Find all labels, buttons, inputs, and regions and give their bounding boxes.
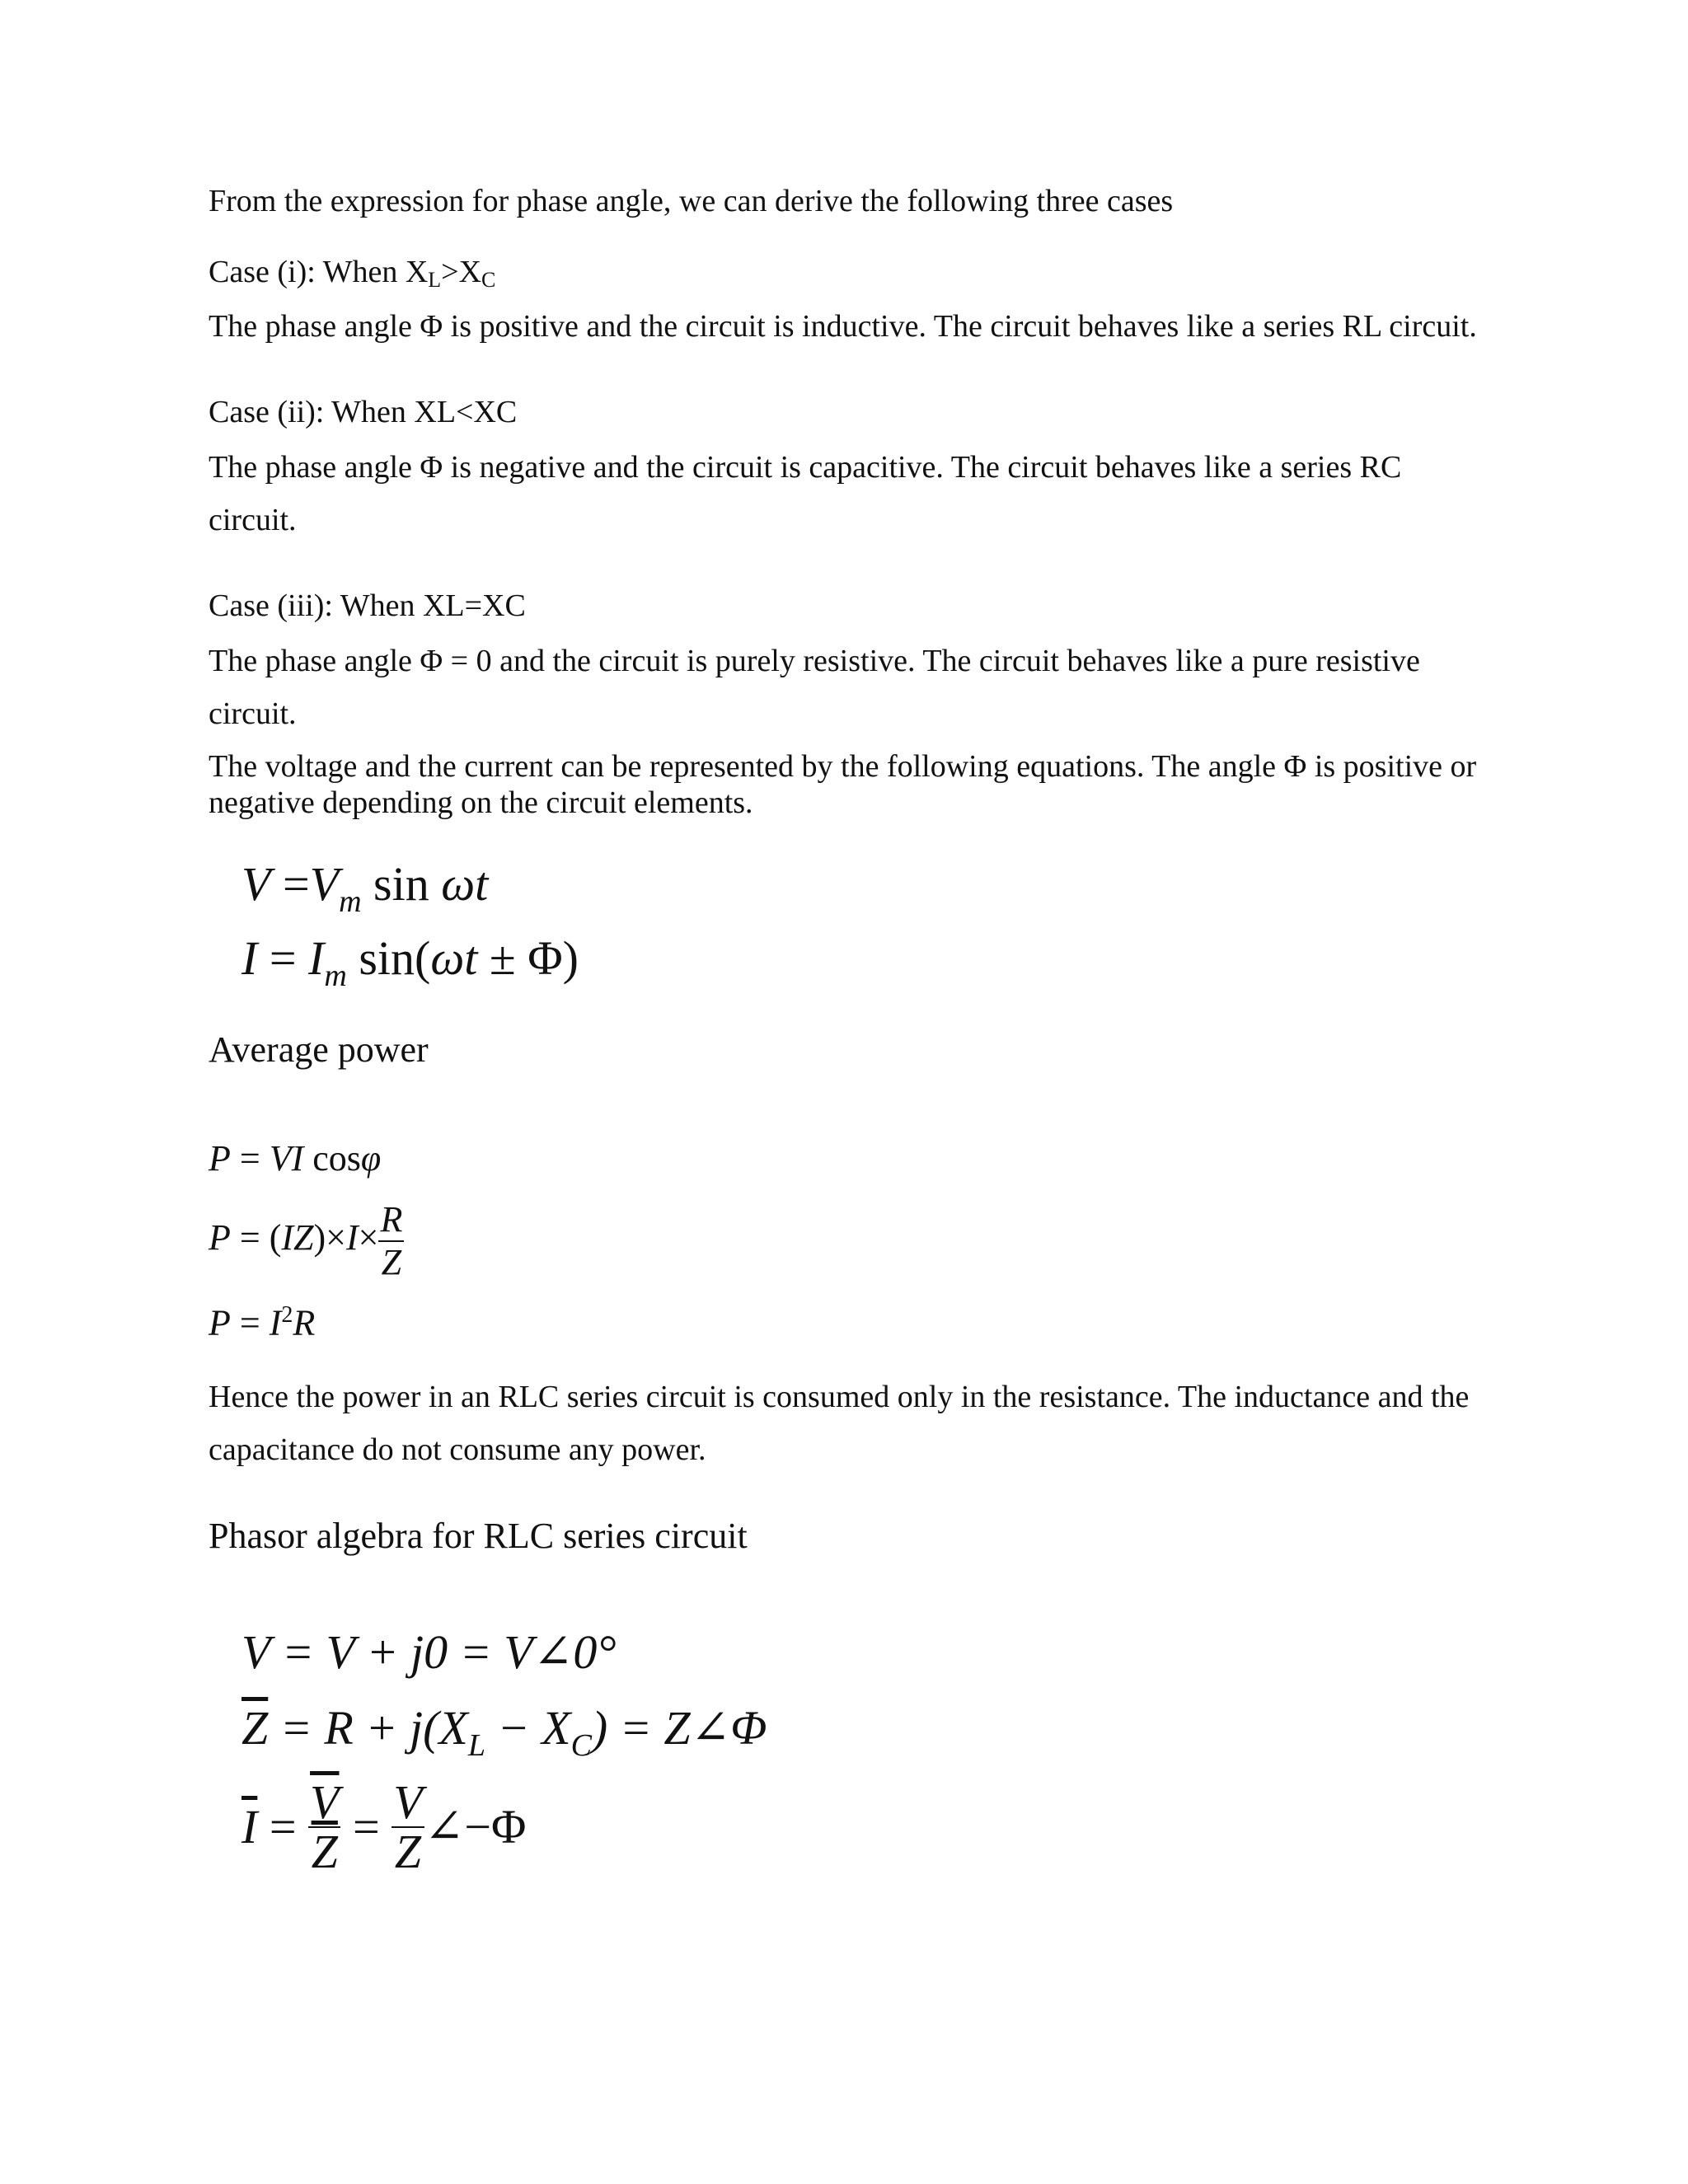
e2-sub-l: L [467, 1728, 485, 1763]
e2-rhs-c: ) = Z∠Φ [591, 1701, 767, 1755]
p3-lhs: P [209, 1302, 231, 1343]
e3-equals-2: = [340, 1800, 392, 1854]
p2-i: I [345, 1217, 359, 1258]
p1-lhs: P [209, 1138, 231, 1179]
p1-equals: = [239, 1138, 270, 1179]
p2-fraction [378, 1199, 404, 1283]
eq-i-rhs-arg: ωt [430, 931, 478, 985]
p3-i: I [269, 1302, 282, 1343]
e3-equals: = [257, 1800, 309, 1854]
e2-lhs: $\overline{Z}$ [241, 1701, 269, 1755]
case-2-body: The phase angle Φ is negative and the circuit is capacitive. The circuit behaves like a series RC circuit. [209, 450, 1402, 537]
e3-denominator-1: Z [311, 1825, 338, 1878]
eq-v-lhs: V [241, 857, 271, 911]
p2-open: = ( [239, 1217, 282, 1258]
phasor-eq-3 [241, 1775, 527, 1878]
intro-text: From the expression for phase angle, we can derive the following three cases [209, 184, 1174, 218]
eq-i-lhs: I [241, 931, 258, 985]
e3-lhs: $\overline{I}$ [241, 1800, 258, 1854]
eq-v-rhs-arg: ωt [441, 857, 489, 911]
power-eq-3 [209, 1292, 315, 1347]
phasor-eq-2 [241, 1699, 767, 1763]
eq-i-rhs-var: I [308, 931, 325, 985]
voltage-current-text: The voltage and the current can be represented by the following equations. The angle Φ is positive or negative depending on the circuit elements. [209, 749, 1477, 820]
p2-numerator: R [378, 1199, 404, 1242]
p1-cos: cos [303, 1138, 361, 1179]
average-power-heading: Average power [209, 1029, 429, 1070]
e3-fraction-1 [308, 1775, 340, 1878]
equation-current [241, 930, 579, 993]
case-3-body: The phase angle Φ = 0 and the circuit is purely resistive. The circuit behaves like a pure resistive circuit. [209, 644, 1420, 731]
e2-sub-c: C [570, 1728, 592, 1763]
conclusion-text: Hence the power in an RLC series circuit is consumed only in the resistance. The inductance and the capacitance do not consume any power. [209, 1380, 1470, 1467]
case-1-heading [209, 246, 495, 298]
power-eq-1 [209, 1136, 381, 1182]
eq-i-rhs-tail: ± Φ) [477, 931, 579, 985]
e1-lhs: V [241, 1625, 270, 1679]
p2-denominator: Z [381, 1242, 402, 1282]
case-3-heading: Case (iii): When XL=XC [209, 588, 526, 623]
case-1-heading-mid: >X [441, 255, 482, 289]
e3-numerator-2: V [393, 1775, 423, 1829]
eq-v-rhs-var: V [309, 857, 340, 911]
eq-i-equals: = [269, 931, 297, 985]
e3-fraction-2 [392, 1775, 424, 1878]
p1-vi: VI [269, 1138, 304, 1179]
p2-lhs: P [209, 1217, 231, 1258]
phasor-eq-1 [241, 1624, 617, 1681]
case-1-body: The phase angle Φ is positive and the circuit is inductive. The circuit behaves like a series RL circuit. [209, 309, 1477, 344]
case-1-heading-prefix: Case (i): When X [209, 255, 429, 289]
eq-i-rhs-fn: sin( [359, 931, 431, 985]
eq-i-rhs-sub: m [324, 958, 347, 993]
p3-squared: 2 [281, 1302, 293, 1328]
e3-tail: ∠−Φ [424, 1800, 527, 1854]
power-eq-2 [209, 1199, 404, 1283]
equation-voltage [241, 855, 489, 919]
phasor-heading: Phasor algebra for RLC series circuit [209, 1516, 748, 1556]
e3-denominator-2: Z [394, 1825, 422, 1878]
eq-v-equals: = [282, 857, 310, 911]
p2-iz: IZ [281, 1217, 314, 1258]
p3-r: R [293, 1302, 316, 1343]
p2-times: × [358, 1217, 379, 1258]
case-1-heading-sub-l: L [428, 268, 442, 292]
e2-rhs-b: − X [485, 1701, 571, 1755]
eq-v-rhs-fn: sin [373, 857, 429, 911]
case-1-heading-sub-c: C [481, 268, 496, 292]
eq-v-rhs-sub: m [339, 884, 362, 919]
case-2-heading: Case (ii): When XL<XC [209, 395, 518, 429]
p3-equals: = [239, 1302, 270, 1343]
e2-rhs-a: = R + j(X [268, 1701, 468, 1755]
p1-phi: φ [360, 1138, 382, 1179]
p2-close-times: )× [313, 1217, 346, 1258]
e1-rhs: = V + j0 = V∠0° [270, 1625, 617, 1679]
e3-numerator-1: $\overline{V}$ [310, 1775, 340, 1829]
